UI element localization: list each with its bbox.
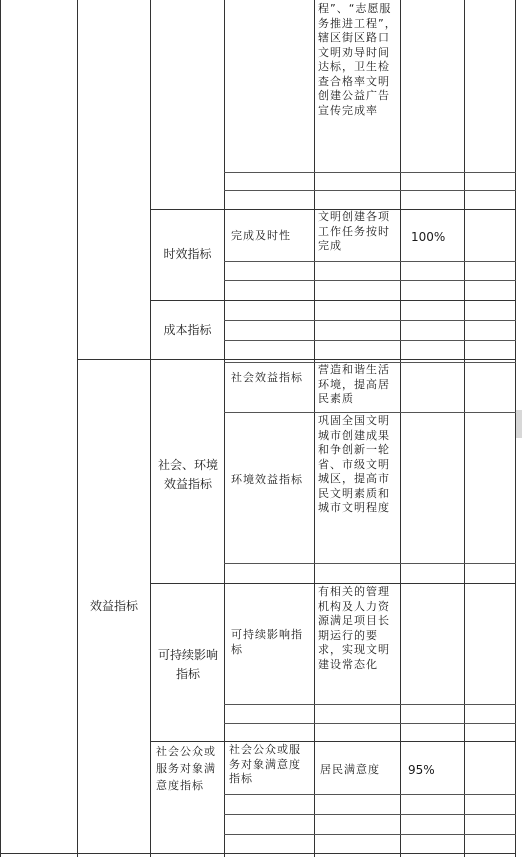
level3-sustainable: 可持续影响指标: [231, 628, 303, 656]
row-line: [224, 412, 516, 413]
level2-cost: 成本指标: [163, 323, 212, 337]
col6-divider: [464, 0, 465, 857]
row-line: [224, 340, 516, 341]
scroll-hint: [516, 410, 522, 438]
border-left: [0, 0, 1, 857]
col3-divider: [224, 0, 225, 857]
value-satisfaction: 95%: [408, 763, 435, 777]
content-environment: 巩固全国文明城市创建成果和争创新一轮省、市级文明城区，提高市民文明素质和城市文明程度: [318, 414, 390, 514]
row-line: [224, 834, 516, 835]
row-line: [224, 704, 516, 705]
content-timeliness: 文明创建各项工作任务按时完成: [318, 210, 390, 252]
row-line: [150, 741, 516, 742]
value-timeliness: 100%: [411, 230, 446, 244]
row-line: [224, 723, 516, 724]
row-line: [224, 280, 516, 281]
level2-satisfaction: 社会公众或服务对象满意度指标: [156, 745, 216, 792]
level3-satisfaction: 社会公众或服务对象满意度指标: [229, 743, 301, 785]
row-line: [224, 172, 516, 173]
col1-divider: [77, 0, 78, 857]
row-line: [224, 190, 516, 191]
content-sustainable: 有相关的管理机构及人力资源满足项目长期运行的要求，实现文明建设常态化: [318, 585, 390, 671]
level3-social: 社会效益指标: [231, 371, 303, 384]
level1-benefit: 效益指标: [89, 599, 138, 613]
border-bottom: [0, 853, 516, 854]
row-line: [224, 563, 516, 564]
col4-divider: [314, 0, 315, 857]
content-social: 营造和谐生活环境，提高居民素质: [318, 363, 390, 405]
row-line: [224, 261, 516, 262]
row-line: [224, 794, 516, 795]
row-line: [224, 320, 516, 321]
level2-sustainable: 可持续影响指标: [157, 648, 218, 681]
row-line: [224, 814, 516, 815]
level3-timeliness: 完成及时性: [231, 229, 291, 242]
level2-timeliness: 时效指标: [163, 247, 212, 261]
content-satisfaction: 居民满意度: [320, 763, 380, 776]
level2-social-env: 社会、环境效益指标: [157, 458, 218, 491]
col5-divider: [400, 0, 401, 857]
col2-divider: [150, 0, 151, 857]
row-line: [77, 359, 516, 360]
cell-content-top: 程”、“志愿服务推进工程”，辖区街区路口文明劝导时间达标，卫生检查合格率文明创建公益广告宣传完成率: [318, 2, 397, 117]
level3-environment: 环境效益指标: [231, 473, 303, 486]
row-line: [150, 583, 516, 584]
row-line: [150, 300, 516, 301]
